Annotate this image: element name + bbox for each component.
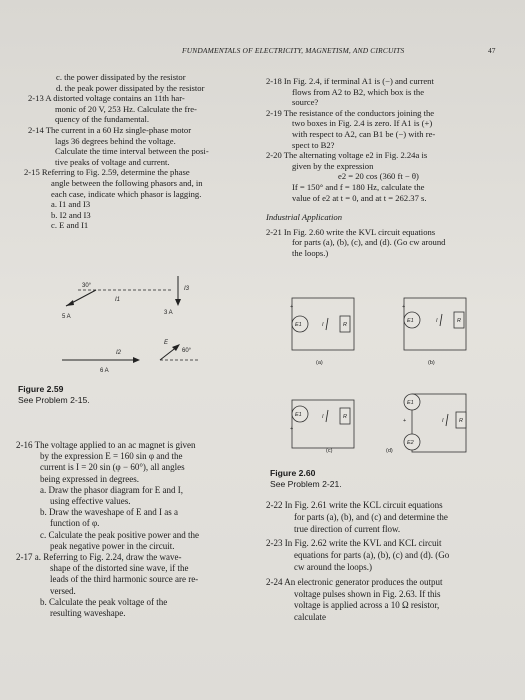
figure-2-60-caption [270,468,342,489]
label-i1: I1 [115,297,121,303]
label-r: R [343,414,347,420]
problems-2-18-to-2-20 [266,76,435,203]
text-line: cw around the loops.) [294,561,372,572]
phasor-i2-arrowhead [133,357,140,363]
text-line: angle between the following phasors and, in [51,177,203,188]
label-d: (d) [386,448,393,454]
text-line: given by the expression [292,160,374,171]
text-line: 2-17 a. Referring to Fig. 2.24, draw the wave- [16,552,182,563]
text-line: flows from A2 to B2, which box is the [292,86,425,97]
label-e1: E1 [407,318,414,324]
text-line: voltage is applied across a 10 Ω resistor, [294,600,440,611]
circuit-d [386,394,466,454]
text-line: tive peaks of voltage and current. [55,156,170,167]
section-heading: Industrial Application [266,212,342,222]
text-line: 2-14 The current in a 60 Hz single-phase motor [28,124,192,135]
figure-2-60-title: Figure 2.60 [270,468,316,478]
text-line: monic of 20 V, 253 Hz. Calculate the fre- [55,103,197,114]
current-arrow-c [326,410,328,422]
text-line: 2-24 An electronic generator produces the output [266,576,443,587]
text-line: two boxes in Fig. 2.4 is zero. If A1 is (+) [292,118,433,129]
label-b: (b) [428,360,435,366]
text-line: c. Calculate the peak positive power and the [40,529,199,540]
text-line: lags 36 degrees behind the voltage. [55,135,176,146]
problems-2-16-to-2-17 [16,440,199,619]
page-number: 47 [488,46,496,55]
figure-2-59-title: Figure 2.59 [18,384,64,394]
label-i: I [436,318,438,324]
label-e1: E1 [407,400,414,406]
current-arrow-b [440,314,442,326]
text-line: spect to B2? [292,139,335,150]
text-line: resulting waveshape. [50,608,126,619]
text-line: shape of the distorted sine wave, if the [50,563,189,574]
label-r: R [457,318,461,324]
label-plus: + [290,304,294,310]
text-line: b. Draw the waveshape of E and I as a [40,507,178,518]
text-line: source? [292,97,319,108]
text-line: c. E and I1 [51,220,89,231]
label-i2: I2 [116,350,122,356]
text-line: function of φ. [50,518,100,529]
text-line: using effective values. [50,496,131,507]
text-line: each case, indicate which phasor is lagging. [51,188,202,199]
text-line: 2-18 In Fig. 2.4, if terminal A1 is (−) and current [266,76,434,86]
figure-2-60-subtitle: See Problem 2-21. [270,478,342,489]
phasor-i3-arrowhead [175,299,181,306]
label-e2: E2 [407,440,414,446]
label-r: R [459,418,463,424]
phasor-i1-arrowhead [66,300,74,306]
label-r: R [343,322,347,328]
text-line: equations for parts (a), (b), (c) and (d). (Go [294,550,450,561]
figure-2-60-circuits [282,290,482,472]
text-line: 2-20 The alternating voltage e2 in Fig. 2.24a is [266,150,428,161]
label-5a: 5 A [62,314,71,320]
text-line: c. the power dissipated by the resistor [56,72,186,82]
text-line: 2-22 In Fig. 2.61 write the KCL circuit equations [266,500,443,510]
text-line: calculate [294,612,326,623]
text-line: leads of the third harmonic source are re- [50,574,199,585]
text-line: b. Calculate the peak voltage of the [40,596,168,607]
text-line: value of e2 at t = 0, and at t = 262.37 s. [292,192,427,203]
label-c: (c) [326,448,333,454]
industrial-application [266,212,445,258]
label-i3: I3 [184,286,190,292]
figure-2-59-subtitle: See Problem 2-15. [18,394,90,405]
circuit-a [290,298,354,366]
text-line: e2 = 20 cos (360 ft − θ) [338,171,419,182]
figure-2-59-caption [18,384,90,405]
text-line: quency of the fundamental. [55,114,150,125]
label-e1: E1 [295,322,302,328]
circuit-b [402,298,466,366]
text-line: d. the peak power dissipated by the resistor [56,82,205,93]
text-line: Calculate the time interval between the posi- [55,146,209,157]
figure-2-59-phasors [60,268,240,380]
text-line: for parts (a), (b), (c), and (d). (Go cw around [292,237,446,248]
problems-2-13-to-2-15 [24,72,209,231]
label-60-deg: 60° [182,348,192,354]
label-3a: 3 A [164,310,173,316]
text-line: for parts (a), (b), and (c) and determine the [294,511,448,522]
label-plus: + [290,426,294,432]
current-arrow-a [326,318,328,330]
text-line: If = 150° and f = 180 Hz, calculate the [292,181,425,192]
text-line: 2-15 Referring to Fig. 2.59, determine the phase [24,167,190,178]
text-line: with respect to A2, can B1 be (−) with re- [292,128,436,139]
running-header: FUNDAMENTALS OF ELECTRICITY, MAGNETISM, AND CIRCUITS [182,46,405,55]
current-arrow-d [446,414,448,426]
text-line: 2-19 The resistance of the conductors joining the [266,107,435,118]
circuit-c [290,400,354,454]
text-line: 2-21 In Fig. 2.60 write the KVL circuit equations [266,226,436,237]
text-line: 2-13 A distorted voltage contains an 11th har- [28,93,185,104]
problems-2-22-to-2-24 [266,500,449,624]
text-line: 2-16 The voltage applied to an ac magnet is given [16,440,196,450]
text-line: a. Draw the phasor diagram for E and I, [40,484,183,495]
label-30-deg: 30° [82,283,92,289]
text-line: current is I = 20 sin (φ − 60°), all angles [40,462,185,473]
text-line: the loops.) [292,247,329,258]
text-line: b. I2 and I3 [51,209,91,220]
label-i: I [322,414,324,420]
label-6a: 6 A [100,368,109,374]
text-line: voltage pulses shown in Fig. 2.63. If this [294,588,441,599]
text-line: being expressed in degrees. [40,473,139,484]
label-plus: + [403,418,407,424]
label-i: I [322,322,324,328]
label-e1: E1 [295,412,302,418]
text-line: peak negative power in the circuit. [50,540,175,551]
label-e: E [164,340,169,346]
text-line: versed. [50,585,76,596]
text-line: a. I1 and I3 [51,199,91,210]
text-line: 2-23 In Fig. 2.62 write the KVL and KCL circuit [266,538,442,549]
label-plus: + [402,304,406,310]
label-i: I [442,418,444,424]
text-line: true direction of current flow. [294,523,401,534]
label-a: (a) [316,360,323,366]
text-line: by the expression E = 160 sin φ and the [40,451,183,462]
